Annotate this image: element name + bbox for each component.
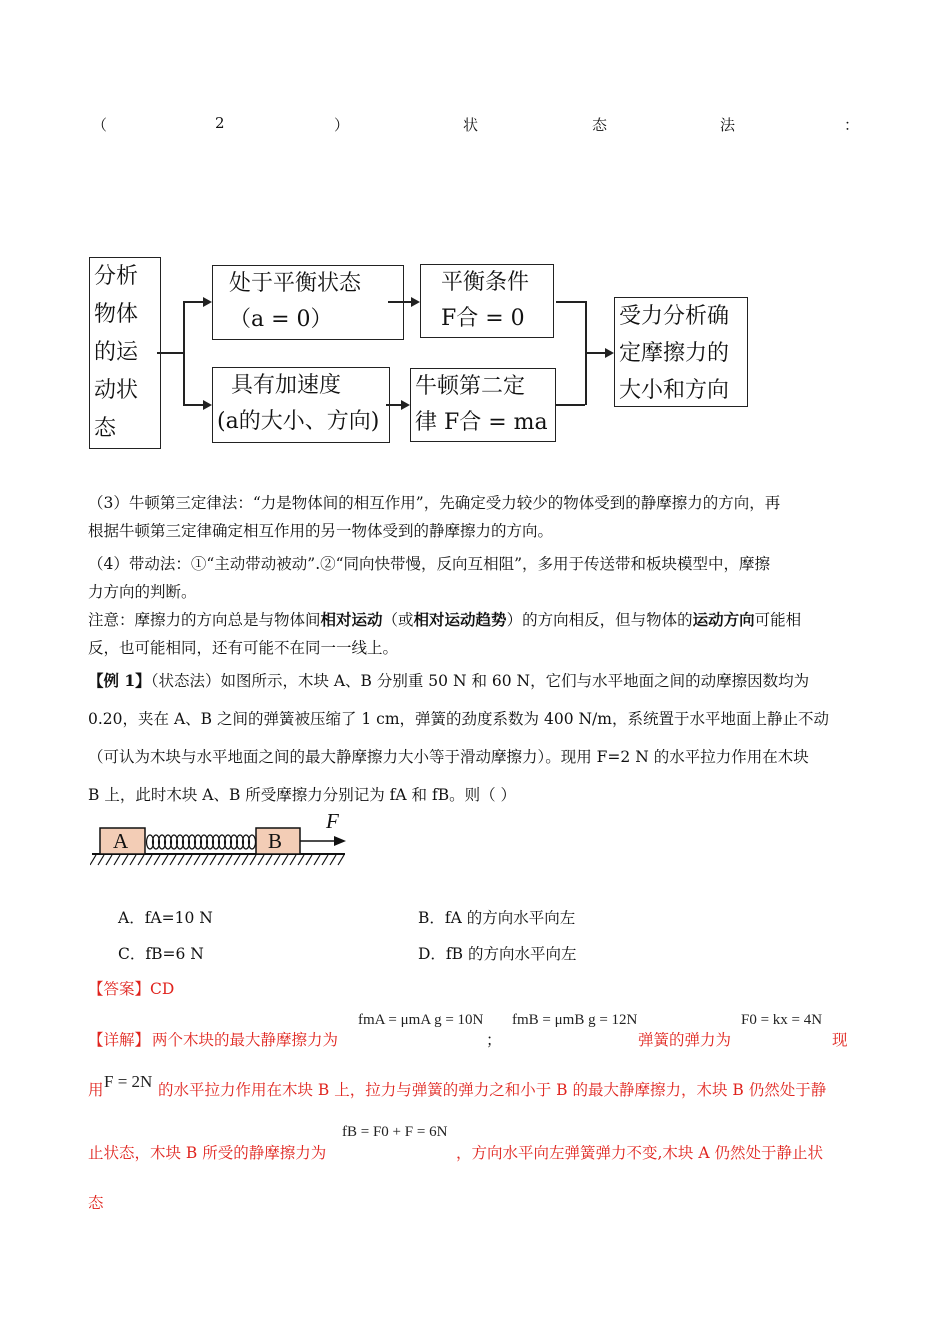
flow-newton2-box: 牛顿第二定 律 F合 = ma — [410, 368, 556, 442]
force-label: F — [326, 809, 339, 833]
connector — [556, 301, 585, 303]
connector — [585, 352, 605, 354]
option-c[interactable]: C．fB=6 N — [118, 945, 204, 963]
detail-text: 止状态，木块 B 所受的静摩擦力为 — [88, 1144, 327, 1162]
math-F: F = 2N — [104, 1072, 153, 1091]
detail-text: 用 — [88, 1081, 104, 1099]
detail-line1 — [88, 1012, 868, 1056]
flow-start-box: 分析 物体 的运 动状 态 — [89, 257, 161, 449]
detail-text: 现 — [832, 1031, 848, 1049]
option-b[interactable]: B．fA 的方向水平向左 — [418, 909, 576, 927]
arrow-icon — [411, 297, 420, 307]
connector — [183, 301, 203, 303]
math-fmA: fmA = μmA g = 10N — [358, 1012, 484, 1028]
answer-line: 【答案】CD — [88, 980, 175, 998]
note-line2: 反，也可能相同，还有可能不在同一一线上。 — [88, 639, 399, 657]
block-b-label: B — [268, 829, 283, 853]
arrow-icon — [203, 400, 212, 410]
detail-text: 的水平拉力作用在木块 B 上，拉力与弹簧的弹力之和小于 B 的最大静摩擦力，木块 B 仍然处于静 — [158, 1081, 827, 1099]
flow-balance-condition-box: 平衡条件 F合 = 0 — [420, 264, 554, 338]
detail-line2 — [88, 1072, 868, 1102]
heading-char: ： — [844, 116, 860, 134]
example-line4: B 上，此时木块 A、B 所受摩擦力分别记为 fA 和 fB。则（ ） — [88, 786, 517, 804]
arrow-icon — [203, 297, 212, 307]
connector — [386, 404, 401, 406]
option-d[interactable]: D．fB 的方向水平向左 — [418, 945, 577, 963]
detail-label: 【详解】 — [88, 1031, 151, 1049]
detail-text: 两个木块的最大静摩擦力为 — [152, 1031, 339, 1049]
connector — [183, 301, 185, 404]
block-a-label: A — [113, 829, 129, 853]
heading-char: ） — [334, 116, 350, 134]
spring-blocks-figure — [90, 809, 350, 868]
para-4-line1: （4）带动法：①“主动带动被动”.②“同向快带慢，反向互相阻”，多用于传送带和板块模型中，摩擦 — [88, 555, 770, 573]
connector — [157, 352, 183, 354]
spring — [147, 835, 256, 849]
detail-sep: ； — [486, 1031, 502, 1049]
heading-char: 状 — [463, 116, 479, 134]
note-line1: 注意：摩擦力的方向总是与物体间相对运动（或相对运动趋势）的方向相反，但与物体的运动方向可能相 — [88, 610, 802, 629]
flow-accel-state-box: 具有加速度 (a的大小、方向) — [212, 367, 390, 443]
figure-drawing — [90, 812, 350, 868]
math-fmB: fmB = μmB g = 12N — [512, 1012, 638, 1028]
heading-char: 2 — [215, 114, 225, 132]
connector — [183, 404, 203, 406]
flow-result-box: 受力分析确 定摩擦力的 大小和方向 — [614, 297, 748, 407]
connector — [556, 404, 585, 406]
detail-line4: 态 — [88, 1194, 104, 1212]
example-line1: 【例 1】（状态法）如图所示，木块 A、B 分别重 50 N 和 60 N，它们与水平地面之间的动摩擦因数均为 — [88, 671, 810, 690]
para-3-line2: 根据牛顿第三定律确定相互作用的另一物体受到的静摩擦力的方向。 — [88, 522, 554, 540]
para-4-line2: 力方向的判断。 — [88, 583, 197, 601]
arrow-icon — [605, 348, 614, 358]
connector — [388, 301, 411, 303]
arrow-icon — [401, 400, 410, 410]
heading-char: （ — [92, 116, 108, 134]
heading-char: 态 — [592, 116, 608, 134]
option-a[interactable]: A．fA=10 N — [118, 909, 213, 927]
heading-char: 法 — [720, 116, 736, 134]
math-F0: F0 = kx = 4N — [741, 1012, 823, 1028]
detail-line3 — [88, 1124, 868, 1164]
example-line3: （可认为木块与水平地面之间的最大静摩擦力大小等于滑动摩擦力）。现用 F=2 N 的水平拉力作用在木块 — [88, 748, 809, 766]
flow-balance-state-box: 处于平衡状态 （a = 0） — [212, 265, 404, 340]
arrow-icon — [334, 836, 346, 846]
detail-text: ，方向水平向左弹簧弹力不变,木块 A 仍然处于静止状 — [456, 1144, 823, 1162]
math-fB: fB = F0 + F = 6N — [342, 1124, 448, 1140]
example-line2: 0.20，夹在 A、B 之间的弹簧被压缩了 1 cm，弹簧的劲度系数为 400 N/m，系统置于水平地面上静止不动 — [88, 710, 829, 728]
detail-text: 弹簧的弹力为 — [638, 1031, 732, 1049]
para-3-line1: （3）牛顿第三定律法：“力是物体间的相互作用”，先确定受力较少的物体受到的静摩擦力的方向，再 — [88, 494, 781, 512]
